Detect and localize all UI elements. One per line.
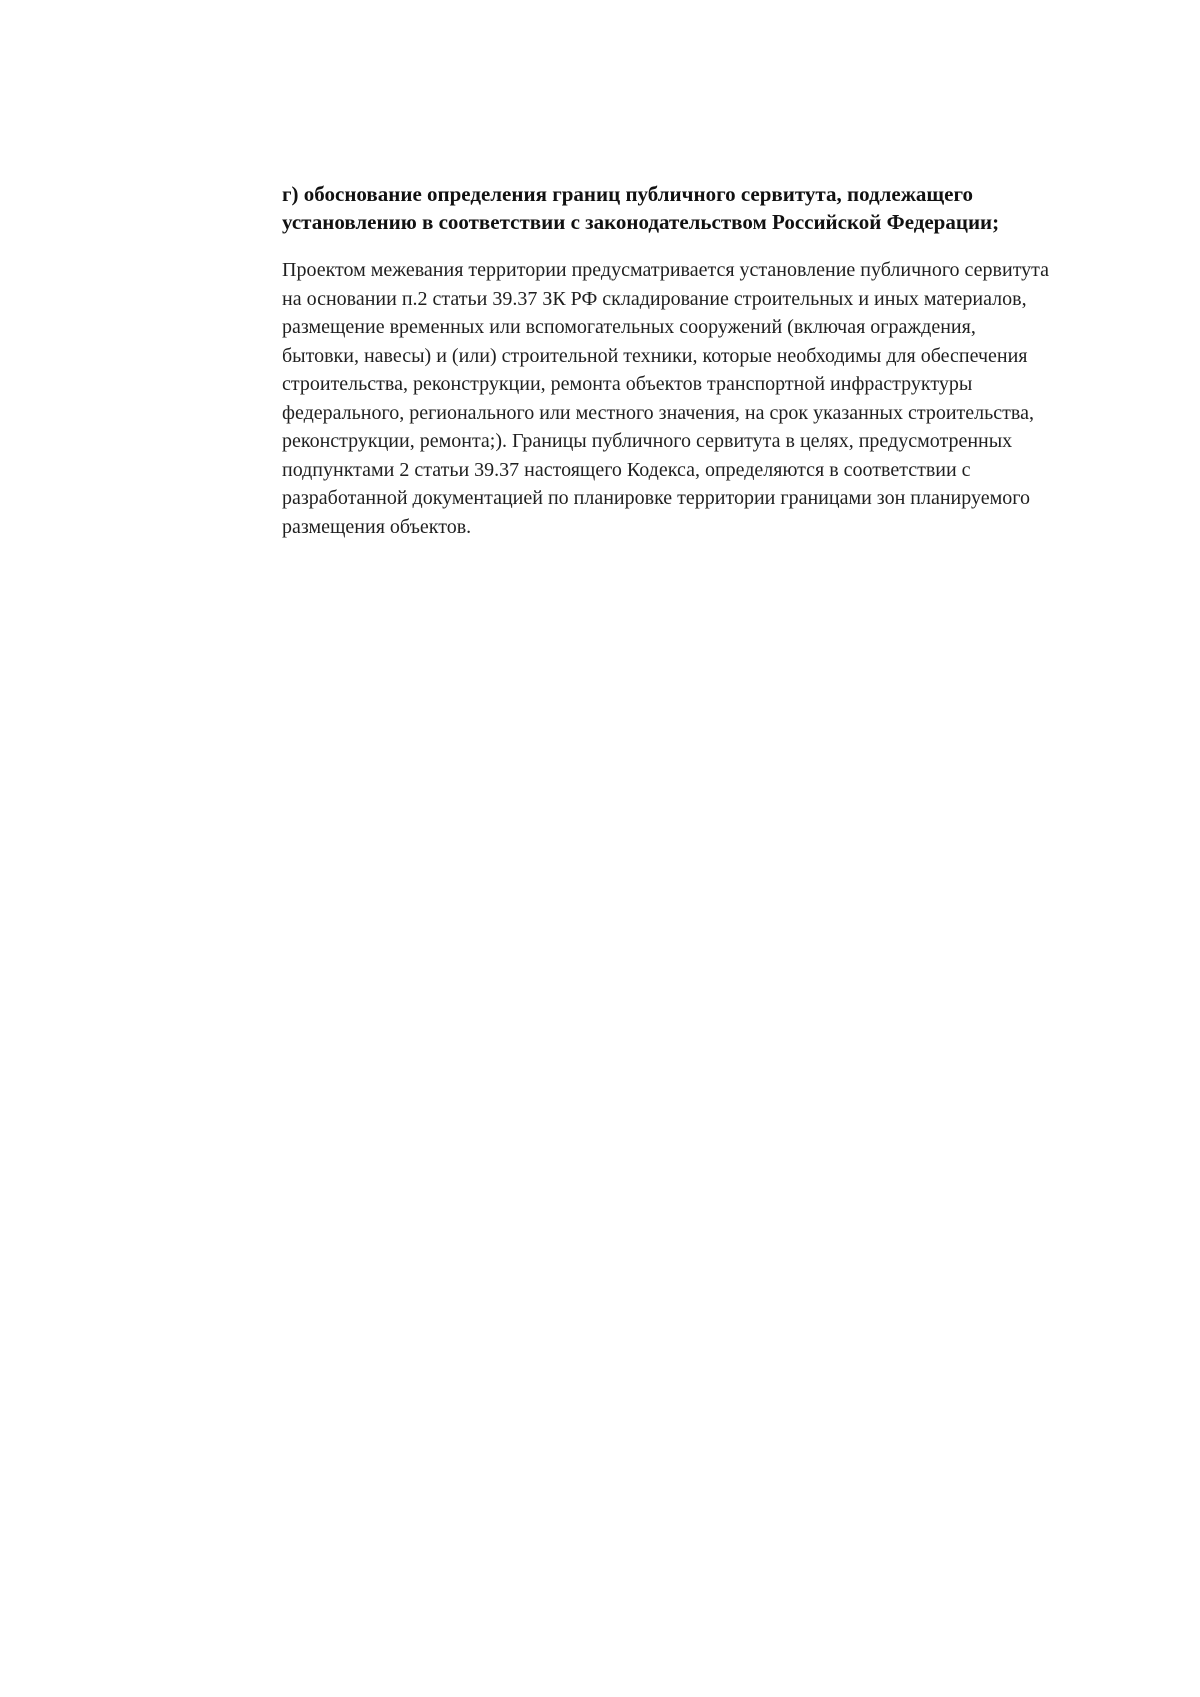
document-content: [282, 180, 1052, 541]
section-heading: г) обоснование определения границ публичного сервитута, подлежащего установлению в соответствии с законодательством Российской Федерации;: [282, 182, 1000, 234]
section-paragraph: Проектом межевания территории предусматривается установление публичного сервитута на основании п.2 статьи 39.37 ЗК РФ складирование строительных и иных материалов, размещение временных или вспомогательных сооружений (включая ограждения, бытовки, навесы) и (или) строительной техники, которые необходимы для обеспечения строительства, реконструкции, ремонта объектов транспортной инфраструктуры федерального, регионального или местного значения, на срок указанных строительства, реконструкции, ремонта;). Границы публичного сервитута в целях, предусмотренных подпунктами 2 статьи 39.37 настоящего Кодекса, определяются в соответствии с разработанной документацией по планировке территории границами зон планируемого размещения объектов.: [282, 259, 1050, 538]
